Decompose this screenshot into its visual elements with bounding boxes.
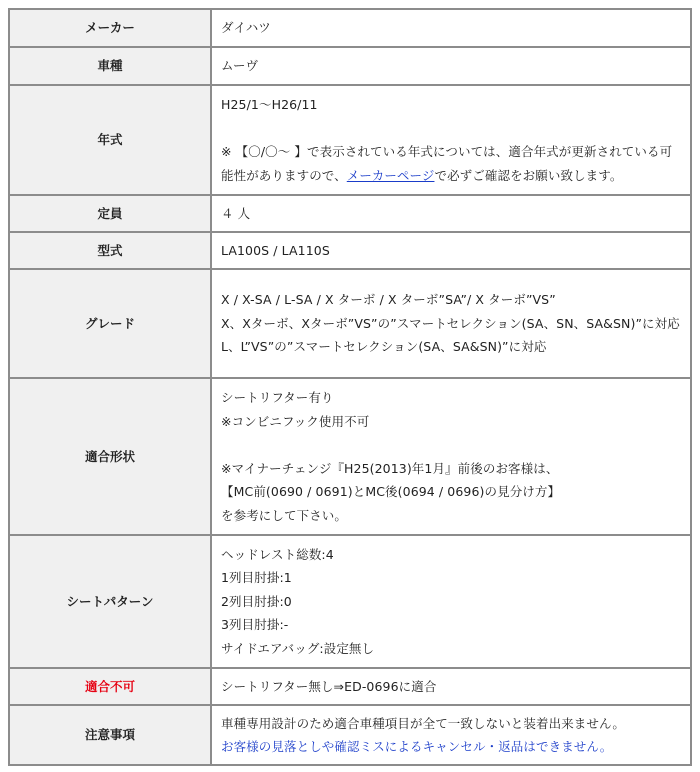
year-spacer [221,117,682,141]
year-value [211,85,691,195]
row-not-compatible [9,668,691,705]
type-code-value: LA100S / LA110S [211,232,691,269]
grade-line-1: X / X-SA / L-SA / X ターボ / X ターボ”SA”/ X ターボ”VS” [221,292,556,308]
grade-value [211,269,691,378]
year-note [221,140,682,187]
year-label: 年式 [9,85,211,195]
capacity-label: 定員 [9,195,211,232]
year-note-after-link: で必ずご確認をお願い致します。 [434,167,623,183]
notes-label: 注意事項 [9,705,211,765]
grade-label: グレード [9,269,211,378]
notes-line-1: 車種専用設計のため適合車種項目が全て一致しないと装着出来ません。 [221,715,625,731]
fit-shape-line-1: シートリフター有り [221,390,334,405]
row-maker [9,9,691,47]
row-year [9,85,691,195]
year-note-before-link: ※ 【〇/〇～ 】で表示されている年式については、適合年式が更新されている可能性がありますので、 [221,144,673,183]
fit-shape-spacer [221,433,682,457]
model-label: 車種 [9,47,211,85]
type-code-label: 型式 [9,232,211,269]
not-compatible-value: シートリフター無し⇒ED-0696に適合 [211,668,691,705]
maker-value: ダイハツ [211,9,691,47]
fit-shape-line-4: 【MC前(0690 / 0691)とMC後(0694 / 0696)の見分け方】 [221,484,561,499]
maker-page-link[interactable]: メーカーページ [346,167,435,183]
seat-pattern-line-2: 1列目肘掛:1 [221,570,292,586]
seat-pattern-line-1: ヘッドレスト総数:4 [221,546,334,562]
row-fit-shape [9,378,691,535]
maker-label: メーカー [9,9,211,47]
seat-pattern-value [211,535,691,668]
fit-shape-label: 適合形状 [9,378,211,535]
fit-shape-line-3: ※マイナーチェンジ『H25(2013)年1月』前後のお客様は、 [221,460,559,476]
year-range: H25/1～H26/11 [221,97,318,112]
row-seat-pattern [9,535,691,668]
grade-line-3: L、L”VS”の”スマートセレクション(SA、SA&SN)”に対応 [221,339,547,355]
seat-pattern-line-3: 2列目肘掛:0 [221,593,292,609]
fit-shape-line-2: ※コンビニフック使用不可 [221,413,370,429]
fit-shape-line-5: を参考にして下さい。 [221,507,348,523]
row-notes [9,705,691,765]
spec-table [8,8,692,766]
fit-shape-value [211,378,691,535]
seat-pattern-line-4: 3列目肘掛:- [221,617,289,633]
row-capacity [9,195,691,232]
not-compatible-label: 適合不可 [9,668,211,705]
notes-line-2: お客様の見落としや確認ミスによるキャンセル・返品はできません。 [221,739,613,754]
seat-pattern-line-5: サイドエアバッグ:設定無し [221,640,375,656]
row-grade [9,269,691,378]
capacity-value: ４ 人 [211,195,691,232]
model-value: ムーヴ [211,47,691,85]
grade-line-2: X、Xターボ、Xターボ”VS”の”スマートセレクション(SA、SN、SA&SN)”に対応 [221,315,680,331]
row-type-code [9,232,691,269]
seat-pattern-label: シートパターン [9,535,211,668]
row-model [9,47,691,85]
notes-value [211,705,691,765]
